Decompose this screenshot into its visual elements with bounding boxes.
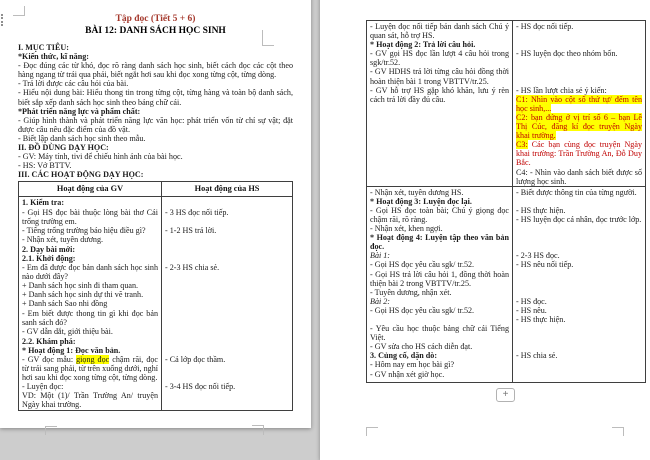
gv-column-header: Hoạt động của GV	[19, 182, 162, 196]
doc-line: * Hoạt động 4: Luyện tập theo văn bản đọc.	[370, 233, 509, 252]
doc-line: - Đọc đúng các từ khó, đọc rõ ràng danh sách học sinh, biết cách đọc các cột theo hàng ngang từ trái qua phải, biết ngắt hơi sau khi đọc xong từng cột, từng dòng.	[18, 61, 293, 80]
doc-line: C1: Nhìn vào cột số thứ tự/ đếm tên học sinh,...	[516, 94, 642, 113]
doc-line: - HS: Vở BTTV.	[18, 161, 72, 171]
doc-line: - GV hỗ trợ HS gặp khó khăn, lưu ý rèn cách trả lời đầy đủ câu.	[370, 85, 509, 104]
doc-line	[516, 242, 642, 251]
hs-cell	[162, 197, 292, 243]
table-row	[367, 21, 645, 187]
doc-line: - HS nêu.	[516, 305, 547, 315]
doc-line: - Biết được thông tin của từng người.	[516, 187, 637, 197]
doc-line: 1. Kiểm tra:	[22, 198, 65, 208]
gv-cell	[367, 187, 513, 382]
doc-line: III. CÁC HOẠT ĐỘNG DẠY HỌC:	[18, 170, 144, 180]
lesson-subtitle: BÀI 12: DANH SÁCH HỌC SINH	[85, 26, 226, 36]
doc-line	[516, 58, 642, 67]
table-row	[367, 187, 645, 382]
doc-line: - Luyện đọc:	[22, 382, 64, 392]
doc-line: - GV dẫn dắt, giới thiệu bài.	[22, 326, 113, 336]
margin-dots-icon	[1, 14, 3, 26]
doc-line	[516, 77, 642, 86]
doc-line	[370, 315, 509, 324]
objectives-section	[18, 43, 293, 179]
hs-cell	[513, 21, 645, 186]
doc-line: - HS lần lượt chia sẻ ý kiến:	[516, 85, 607, 95]
doc-line: 2.1. Khởi động:	[22, 253, 76, 263]
doc-line: - HS thực hiện.	[516, 315, 566, 324]
doc-line	[165, 198, 289, 207]
text-boundary-mark	[612, 427, 624, 436]
doc-line: - GV HDHS trả lời từng câu hỏi đồng thời hoàn thiện bài 1 trong VBTTV/tr.25.	[370, 67, 509, 86]
doc-line: - HS luyện đọc cá nhân, đọc trước lớp.	[516, 214, 642, 224]
hs-cell	[162, 244, 292, 336]
doc-line	[165, 245, 289, 254]
text-boundary-mark	[262, 30, 274, 46]
doc-line: - Em biết được thong tin gì khi đọc bản sanh sách đó?	[22, 308, 158, 327]
table-row	[19, 336, 292, 410]
doc-line: - HS đọc nối tiếp.	[516, 22, 574, 31]
doc-line: C4: - Nhìn vào danh sách biết được số lượng học sinh.	[516, 167, 642, 186]
table-row	[19, 197, 292, 243]
doc-line: Bài 1:	[370, 251, 391, 261]
doc-line	[165, 337, 289, 346]
doc-line: - Biết lập danh sách học sinh theo mẫu.	[18, 133, 146, 143]
activities-table-continued	[366, 20, 646, 383]
doc-line: - Gọi HS đọc yêu cầu sgk/ tr.52.	[370, 260, 475, 270]
doc-line	[516, 31, 642, 40]
activities-table-body	[19, 197, 292, 409]
text-boundary-mark	[252, 425, 264, 435]
doc-line: 3. Củng cố, dặn dò:	[370, 351, 438, 361]
gv-cell	[19, 244, 162, 336]
doc-line: - Giúp hình thành và phát triển năng lực văn học: phát triển vốn từ chỉ sự vật; đặt được câu nêu đặc điểm của đồ vật.	[18, 115, 293, 134]
doc-line: - Tiếng trống trường báo hiệu điều gì?	[22, 225, 146, 235]
doc-line: C3: Các bạn cùng đọc truyện Ngày khai trường: Trần Trường An, Đỗ Duy Bắc.	[516, 140, 642, 168]
page-1[interactable]	[0, 0, 311, 428]
hs-cell	[513, 187, 645, 382]
doc-line: - GV đọc mẫu: giọng đọc chậm rãi, đọc từ trái sang phải, từ trên xuống dưới, nghỉ hơi sau khi đọc xong từng cột, từng dòng.	[22, 355, 159, 383]
doc-line	[516, 67, 642, 76]
doc-line: - HS luyện đọc theo nhóm bốn.	[516, 49, 618, 59]
doc-line	[516, 288, 642, 297]
doc-line	[516, 40, 642, 49]
doc-line: * Hoạt động 3: Luyện đọc lại.	[370, 196, 472, 206]
doc-line: - 3-4 HS đọc nối tiếp.	[165, 382, 236, 392]
doc-line: - HS đọc.	[516, 296, 547, 306]
page-2[interactable]	[320, 0, 650, 460]
doc-line: - HS chia sẻ.	[516, 351, 558, 361]
text-boundary-mark	[366, 427, 378, 436]
gv-cell	[19, 336, 162, 410]
doc-line: + Danh sách Sao nhi đồng	[22, 299, 108, 309]
doc-line: + Danh sách học sinh đi tham quan.	[22, 281, 139, 291]
page-1-content	[0, 0, 311, 411]
doc-line: - Gọi HS đọc yêu cầu sgk/ tr.52.	[370, 305, 475, 315]
add-page-button[interactable]: +	[496, 388, 515, 402]
doc-line: Bài 2:	[370, 296, 391, 306]
doc-line: - 1-2 HS trả lời.	[165, 225, 217, 235]
doc-line: - Gọi HS đọc bài thuộc lòng bài thơ Cái trống trường em.	[22, 207, 158, 226]
doc-line: 2. Dạy bài mới:	[22, 244, 76, 254]
doc-line: - Em đã được đọc bản danh sách học sinh nào dưới đây?	[22, 263, 158, 282]
doc-line	[516, 270, 642, 279]
doc-line	[165, 364, 289, 373]
doc-line: - 2-3 HS đọc.	[516, 251, 560, 261]
doc-line: - Nhận xét, tuyên dương.	[22, 234, 104, 244]
doc-line: I. MỤC TIÊU:	[18, 43, 69, 52]
hs-cell	[162, 336, 292, 410]
doc-line	[165, 373, 289, 382]
lesson-title: Tập đọc (Tiết 5 + 6)	[115, 14, 196, 24]
doc-line: - Yêu cầu học thuộc bảng chữ cái Tiếng Việt.	[370, 324, 509, 343]
doc-line: *Phát triển năng lực và phẩm chất:	[18, 106, 141, 116]
doc-line: - Trả lời được các câu hỏi của bài.	[18, 79, 129, 89]
table-row	[19, 244, 292, 336]
doc-line: - HS thực hiện.	[516, 205, 566, 215]
doc-line: - Gọi HS đọc toàn bài; Chú ý giọng đọc chậm rãi, rõ ràng.	[370, 205, 509, 224]
doc-line: II. ĐỒ DÙNG DẠY HỌC:	[18, 143, 109, 153]
doc-line	[516, 333, 642, 342]
doc-line: - Nhận xét, khen ngợi.	[370, 224, 443, 234]
doc-line: - GV gọi HS đọc lần lượt 4 câu hỏi trong sgk/tr.52.	[370, 49, 509, 68]
activities-table-header	[19, 182, 292, 197]
doc-line	[165, 254, 289, 263]
doc-line	[516, 224, 642, 233]
hs-column-header: Hoạt động của HS	[194, 184, 260, 194]
gv-cell	[367, 21, 513, 186]
text-boundary-mark	[45, 426, 57, 435]
doc-line	[516, 342, 642, 351]
doc-line: - Cả lớp đọc thầm.	[165, 355, 226, 364]
doc-line: C2: bạn đứng ở vị trí số 6 – bạn Lê Thị Cúc, đăng kí đọc truyện Ngày khai trường.	[516, 112, 642, 141]
doc-line	[516, 197, 642, 206]
doc-line	[165, 346, 289, 355]
doc-line: - Luyện đọc nối tiếp bản danh sách Chú ý quan sát, hỗ trợ HS.	[370, 22, 509, 41]
doc-line: *Kiến thức, kĩ năng:	[18, 52, 89, 62]
doc-line: - GV nhận xét giờ học.	[370, 369, 445, 379]
doc-line	[516, 233, 642, 242]
doc-line: 2.2. Khám phá:	[22, 336, 76, 346]
doc-line: + Danh sách học sinh dự thi vẽ tranh.	[22, 290, 144, 300]
doc-line: - Tuyên dương, nhận xét.	[370, 287, 452, 297]
doc-line	[516, 324, 642, 333]
activities-table	[18, 181, 293, 410]
doc-line: - Hôm nay em học bài gì?	[370, 360, 455, 370]
doc-line	[165, 217, 289, 226]
gv-cell	[19, 197, 162, 243]
doc-line: VD: Một (1)/ Trần Trường An/ truyện Ngày khai trường.	[22, 391, 158, 410]
doc-line: - GV: Máy tính, tivi để chiếu hình ảnh của bài học.	[18, 152, 183, 162]
doc-line	[516, 279, 642, 288]
doc-line: - 3 HS đọc nối tiếp.	[165, 207, 229, 217]
doc-line: - GV sửa cho HS cách diễn đạt.	[370, 342, 473, 352]
text-boundary-mark	[13, 6, 25, 16]
doc-line: - 2-3 HS chia sẻ.	[165, 263, 220, 273]
doc-line: - HS nêu nối tiếp.	[516, 260, 574, 270]
doc-line: * Hoạt động 1: Đọc văn bản.	[22, 345, 121, 355]
doc-line: * Hoạt động 2: Trả lời câu hỏi.	[370, 40, 476, 50]
doc-line: - Gọi HS trả lời câu hỏi 1, đồng thời hoàn thiện bài 2 trong VBTTV/tr.25.	[370, 269, 509, 288]
doc-line: - Nhận xét, tuyên dương HS.	[370, 187, 464, 197]
doc-line: - Hiểu nội dung bài: Hiểu thong tin trong từng cột, từng hàng và toàn bộ danh sách, biết sắp xếp danh sách học sinh theo bảng chữ cái.	[18, 88, 293, 107]
